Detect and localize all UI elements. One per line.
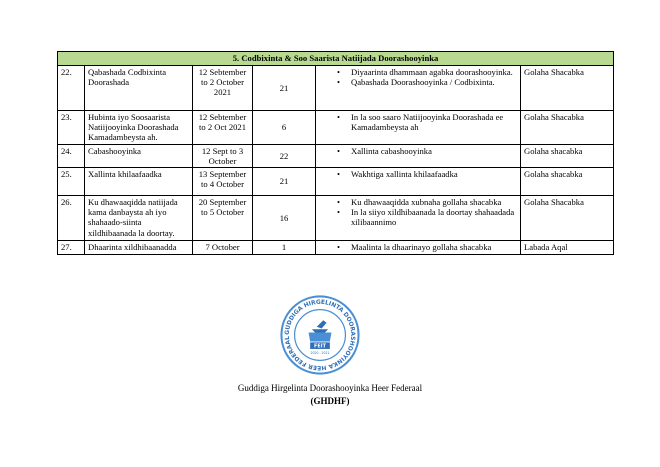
seal-center-label: FEIT [314, 343, 326, 350]
task-list [319, 146, 517, 156]
responsible-body: Golaha Shacabka [521, 196, 614, 241]
table-row [58, 241, 614, 255]
footer-org-name: Guddiga Hirgelinta Doorashooyinka Heer Federaal [237, 383, 423, 393]
responsible-body: Golaha shacabka [521, 168, 614, 196]
task-item: • Maalinta la dhaarinayo gollaha shacabka [337, 242, 517, 252]
task-list-cell [316, 196, 521, 241]
task-list [319, 67, 517, 87]
task-item: • Ku dhawaaqidda xubnaha gollaha shacabka [337, 197, 517, 207]
task-list-cell [316, 144, 521, 167]
footer-abbreviation: (GHDHF) [310, 396, 350, 406]
day-count: 16 [253, 196, 316, 241]
table-row [58, 111, 614, 145]
section-title: 5. Codbixinta & Soo Saarista Natiijada Doorashooyinka [58, 52, 614, 66]
row-number: 25. [58, 168, 85, 196]
task-item: • Diyaarinta dhammaan agabka doorashooyinka. [337, 67, 517, 77]
task-item: • In la siiyo xildhibaanada la doortay shahaadada xilibaannimo [337, 207, 517, 227]
task-list-cell [316, 168, 521, 196]
duration-dates: 12 Sebtember to 2 October 2021 [193, 66, 253, 111]
duration-dates: 12 Sept to 3 October [193, 144, 253, 167]
responsible-body: Golaha Shacabka [521, 111, 614, 145]
table-row [58, 196, 614, 241]
section-header-row [58, 52, 614, 66]
day-count: 21 [253, 168, 316, 196]
duration-dates: 7 October [193, 241, 253, 255]
seal-years: 2020 - 2021 [310, 350, 330, 355]
task-item: • Xallinta cabashooyinka [337, 146, 517, 156]
responsible-body: Golaha shacabka [521, 144, 614, 167]
table-row [58, 144, 614, 167]
duration-dates: 13 September to 4 October [193, 168, 253, 196]
task-list-cell [316, 111, 521, 145]
row-number: 22. [58, 66, 85, 111]
day-count: 6 [253, 111, 316, 145]
ballot-box-icon [309, 320, 332, 341]
activity-name: Hubinta iyo Soosaarista Natiijooyinka Doorashada Kamadambeysta ah. [85, 111, 193, 145]
task-item: • Wakhtiga xallinta khilaafaadka [337, 169, 517, 179]
task-item: • Qabashada Doorashooyinka / Codbixinta. [337, 77, 517, 87]
responsible-body: Golaha Shacabka [521, 66, 614, 111]
task-list-cell [316, 241, 521, 255]
activity-name: Cabashooyinka [85, 144, 193, 167]
task-list [319, 197, 517, 228]
task-list-cell [316, 66, 521, 111]
row-number: 26. [58, 196, 85, 241]
duration-dates: 20 September to 5 October [193, 196, 253, 241]
activity-name: Xallinta khilaafaadka [85, 168, 193, 196]
day-count: 1 [253, 241, 316, 255]
responsible-body: Labada Aqal [521, 241, 614, 255]
ghdhf-seal-logo [279, 294, 361, 376]
day-count: 22 [253, 144, 316, 167]
seal-ring-text: GUDDIGA HIRGELINTA DOORASHOOYINKA HEER FEDERAAL [284, 299, 356, 371]
schedule-table [57, 51, 614, 255]
row-number: 23. [58, 111, 85, 145]
task-list [319, 169, 517, 179]
task-list [319, 242, 517, 252]
activity-name: Ku dhawaaqidda natiijada kama danbaysta ah iyo shahaado-siinta xildhibaanada la doortay. [85, 196, 193, 241]
table-row [58, 168, 614, 196]
duration-dates: 12 Sebtember to 2 Oct 2021 [193, 111, 253, 145]
activity-name: Qabashada Codbixinta Doorashada [85, 66, 193, 111]
day-count: 21 [253, 66, 316, 111]
row-number: 27. [58, 241, 85, 255]
table-row [58, 66, 614, 111]
row-number: 24. [58, 144, 85, 167]
task-item: • In la soo saaro Natiijooyinka Doorashada ee Kamadambeysta ah [337, 112, 517, 132]
task-list [319, 112, 517, 132]
activity-name: Dhaarinta xildhibaanadda [85, 241, 193, 255]
